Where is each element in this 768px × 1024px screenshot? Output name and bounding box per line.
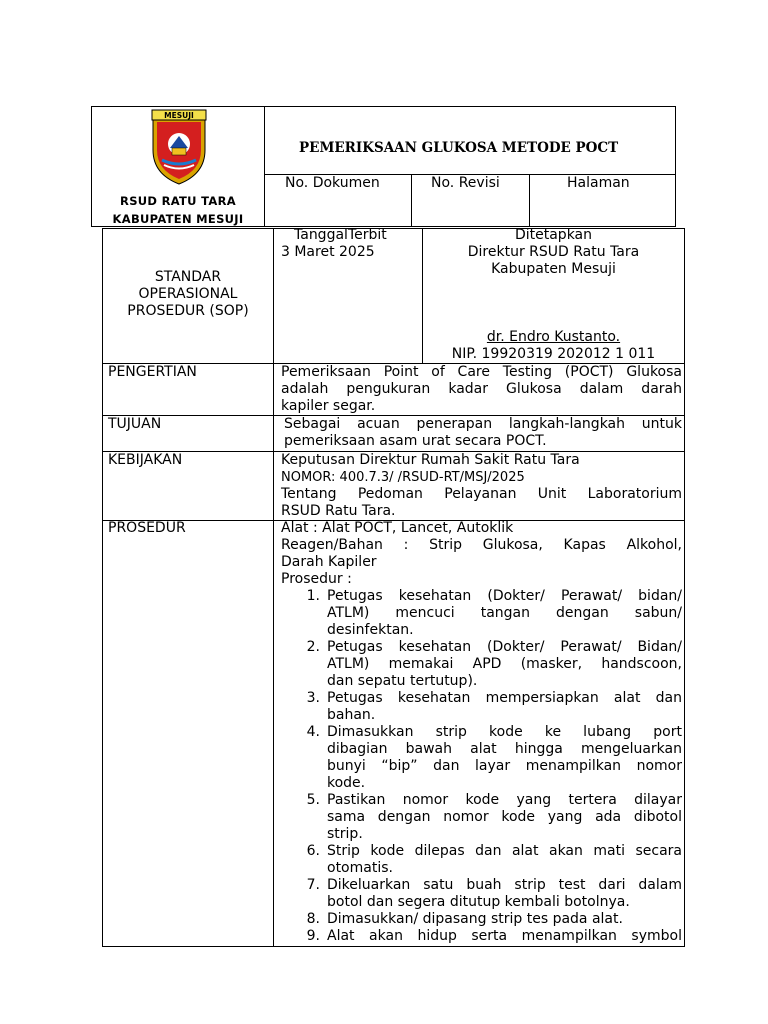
step-number: 2. — [306, 639, 320, 655]
step-number: 7. — [306, 877, 320, 893]
step-line: dan sepatu tertutup). — [327, 673, 478, 689]
hospital-name — [92, 192, 264, 228]
tanggal-terbit-value: 3 Maret 2025 — [281, 244, 375, 260]
ditetapkan-line1: Direktur RSUD Ratu Tara — [467, 244, 640, 260]
signatory-block — [423, 329, 684, 363]
step-line: dibagian bawah alat hingga mengeluarkan — [327, 741, 682, 757]
col-no-revisi: No. Revisi — [431, 175, 500, 191]
tanggal-terbit-label: TanggalTerbit — [294, 227, 387, 243]
header-border-top — [91, 106, 676, 107]
step-number: 1. — [306, 588, 320, 604]
prosedur-alat: Alat : Alat POCT, Lancet, Autoklik — [281, 520, 514, 536]
sop-label-line1: STANDAR — [154, 269, 222, 285]
table-border-split — [273, 228, 274, 947]
step-line: ATLM) memakai APD (masker, handscoon, — [327, 656, 682, 672]
table-border-right — [684, 228, 685, 947]
col-no-dokumen: No. Dokumen — [285, 175, 380, 191]
sop-label — [103, 269, 273, 320]
step-line: Pastikan nomor kode yang tertera dilayar — [327, 792, 682, 808]
kebijakan-nomor: NOMOR: 400.7.3/ /RSUD-RT/MSJ/2025 — [281, 470, 525, 485]
header-border-col1 — [411, 174, 412, 227]
ditetapkan-label: Ditetapkan — [514, 227, 593, 243]
table-border-left — [102, 228, 103, 947]
header-border-col2 — [529, 174, 530, 227]
step-line: bahan. — [327, 707, 376, 723]
mesuji-logo — [148, 108, 210, 188]
step-number: 6. — [306, 843, 320, 859]
step-number: 8. — [306, 911, 320, 927]
step-line: sama dengan nomor kode yang ada dibotol — [327, 809, 682, 825]
hospital-line1: RSUD RATU TARA — [120, 194, 236, 208]
pengertian-line3: kapiler segar. — [281, 398, 376, 414]
ditetapkan-block — [423, 227, 684, 278]
pengertian-line1: Pemeriksaan Point of Care Testing (POCT) Glukosa — [281, 364, 682, 380]
step-line: Dimasukkan/ dipasang strip tes pada alat. — [327, 911, 623, 927]
kebijakan-line3: Tentang Pedoman Pelayanan Unit Laboratorium — [281, 486, 682, 502]
signatory-nip: NIP. 19920319 202012 1 011 — [451, 346, 656, 362]
pengertian-label: PENGERTIAN — [108, 364, 197, 380]
col-halaman: Halaman — [567, 175, 630, 191]
step-line: Dikeluarkan satu buah strip test dari dalam — [327, 877, 682, 893]
hospital-line2: KABUPATEN MESUJI — [112, 212, 244, 226]
sop-label-line3: PROSEDUR (SOP) — [127, 303, 249, 319]
step-line: strip. — [327, 826, 363, 842]
step-line: Alat akan hidup serta menampilkan symbol — [327, 928, 682, 944]
step-line: Dimasukkan strip kode ke lubang port — [327, 724, 682, 740]
prosedur-steps-label: Prosedur : — [281, 571, 352, 587]
prosedur-reagen-line1: Reagen/Bahan : Strip Glukosa, Kapas Alkohol, — [281, 537, 682, 553]
pengertian-line2: adalah pengukuran kadar Glukosa dalam darah — [281, 381, 682, 397]
tujuan-label: TUJUAN — [108, 416, 162, 432]
kebijakan-line1: Keputusan Direktur Rumah Sakit Ratu Tara — [281, 452, 580, 468]
step-number: 9. — [306, 928, 320, 944]
step-number: 3. — [306, 690, 320, 706]
step-number: 5. — [306, 792, 320, 808]
kebijakan-label: KEBIJAKAN — [108, 452, 183, 468]
tujuan-line1: Sebagai acuan penerapan langkah-langkah untuk — [284, 416, 682, 432]
logo-text: MESUJI — [164, 111, 194, 120]
step-line: ATLM) mencuci tangan dengan sabun/ — [327, 605, 682, 621]
signatory-name: dr. Endro Kustanto. — [486, 329, 621, 345]
sop-label-line2: OPERASIONAL — [138, 286, 238, 302]
step-line: kode. — [327, 775, 366, 791]
step-number: 4. — [306, 724, 320, 740]
step-line: botol dan segera ditutup kembali botolnya. — [327, 894, 630, 910]
document-title: PEMERIKSAAN GLUKOSA METODE POCT — [299, 140, 619, 156]
step-line: Petugas kesehatan (Dokter/ Perawat/ Bidan/ — [327, 639, 682, 655]
step-line: Petugas kesehatan (Dokter/ Perawat/ bidan/ — [327, 588, 682, 604]
step-line: Petugas kesehatan mempersiapkan alat dan — [327, 690, 682, 706]
ditetapkan-line2: Kabupaten Mesuji — [491, 261, 616, 277]
step-line: Strip kode dilepas dan alat akan mati secara — [327, 843, 682, 859]
table-border-bottom — [102, 946, 685, 947]
step-line: desinfektan. — [327, 622, 414, 638]
step-line: bunyi “bip” dan layar menampilkan nomor — [327, 758, 682, 774]
kebijakan-line4: RSUD Ratu Tara. — [281, 503, 396, 519]
prosedur-reagen-line2: Darah Kapiler — [281, 554, 377, 570]
header-border-right — [675, 106, 676, 227]
tujuan-line2: pemeriksaan asam urat secara POCT. — [284, 433, 547, 449]
prosedur-label: PROSEDUR — [108, 520, 186, 536]
header-border-split — [264, 106, 265, 227]
step-line: otomatis. — [327, 860, 393, 876]
